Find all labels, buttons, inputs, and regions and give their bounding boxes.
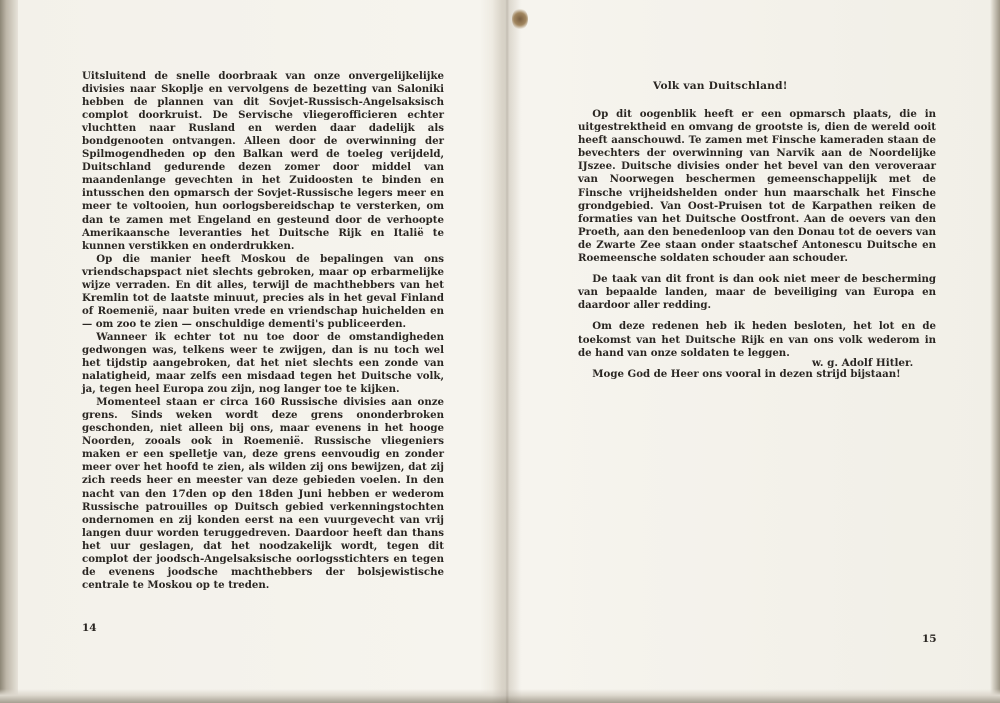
page-number-left: 14 xyxy=(82,622,97,634)
paragraph: Op dit oogenblik heeft er een opmarsch plaats, die in uitgestrektheid en omvang de grootste is, dien de wereld ooit heeft aanschouwd. Te zamen met Finsche kameraden staan de bevechters der overwinning van Narvik aan de Noordelijke IJszee. Duitsche divisies onder het bevel van den veroveraar van Noorwegen beschermen gemeenschappelijk met de Finsche vrijheidshelden onder hun maarschalk het Finsche grondgebied. Van Oost-Pruisen tot de Karpathen reiken de formaties van het Duitsche Oostfront. Aan de oevers van den Proeth, aan den benedenloop van den Donau tot de oevers van de Zwarte Zee staan onder staatschef Antonescu Duitsche en Roemeensche soldaten schouder aan schouder. xyxy=(578,108,936,265)
paragraph: Momenteel staan er circa 160 Russische divisies aan onze grens. Sinds weken wordt deze grens ononderbroken geschonden, niet alleen bij ons, maar evenens in het hooge Noorden, zooals ook in Roemenië. Russische vliegeniers maken er een spelletje van, deze grens eenvoudig en zonder meer over het hoofd te zien, als wilden zij ons bewijzen, dat zij zich reeds heer en meester van deze gebieden voelen. In den nacht van den 17den op den 18den Juni hebben er wederom Russische patrouilles op Duitsch gebied verkenningstochten ondernomen en zij konden eerst na een vuurgevecht van vrij langen duur worden teruggedreven. Daardoor heeft dan thans het uur geslagen, dat het noodzakelijk wordt, tegen dit complot der joodsch-Angelsaksische oorlogsstichters en tegen de evenens joodsche machthebbers der bolsjewistische centrale te Moskou op te treden. xyxy=(82,396,444,591)
page-number-right: 15 xyxy=(922,633,937,645)
paragraph: De taak van dit front is dan ook niet meer de bescherming van bepaalde landen, maar de beveiliging van Europa en daardoor aller redding. xyxy=(578,273,936,312)
paragraph: Wanneer ik echter tot nu toe door de omstandigheden gedwongen was, telkens weer te zwijgen, dan is nu toch wel het tijdstip aangebroken, dat het niet slechts een zonde van nalatigheid, maar zelfs een misdaad tegen het Duitsche volk, ja, tegen heel Europa zou zijn, nog langer toe te kijken. xyxy=(82,330,444,396)
paragraph: Uitsluitend de snelle doorbraak van onze onvergelijkelijke divisies naar Skoplje en vervolgens de bezetting van Saloniki hebben de plannen van dit Sovjet-Russisch-Angelsaksisch complot doorkruist. De Servische vliegerofficieren echter vluchtten naar Rusland en werden daar dadelijk als bondgenooten ontvangen. Alleen door de overwinning der Spilmogendheden op den Balkan werd de toeleg verijdeld, Duitschland gedurende dezen zomer door middel van maandenlange gevechten in het Zuidoosten te binden en intusschen den opmarsch der Sovjet-Russische legers meer en meer te voltooien, hun oorlogsbereidschap te versterken, om dan te zamen met Engeland en gesteund door de verhoopte Amerikaansche leveranties het Duitsche Rijk en Italië te kunnen verstikken en onderdrukken. xyxy=(82,70,444,252)
paragraph: Op die manier heeft Moskou de bepalingen van ons vriendschapspact niet slechts gebroken, maar op erbarmelijke wijze verraden. En dit alles, terwijl de machthebbers van het Kremlin tot de laatste minuut, precies als in het geval Finland of Roemenië, naar buiten vrede en vriendschap huichelden en — om zoo te zien — onschuldige dementi's publiceerden. xyxy=(82,252,444,330)
left-page-text xyxy=(82,70,444,592)
section-heading: Volk van Duitschland! xyxy=(653,80,788,92)
right-page-text xyxy=(578,108,936,389)
signature: w. g. Adolf Hitler. xyxy=(812,357,914,369)
paragraph: Om deze redenen heb ik heden besloten, het lot en de toekomst van het Duitsche Rijk en van ons volk wederom in de hand van onze soldaten te leggen. xyxy=(578,320,936,359)
paragraph: Moge God de Heer ons vooral in dezen strijd bijstaan! xyxy=(592,367,901,380)
